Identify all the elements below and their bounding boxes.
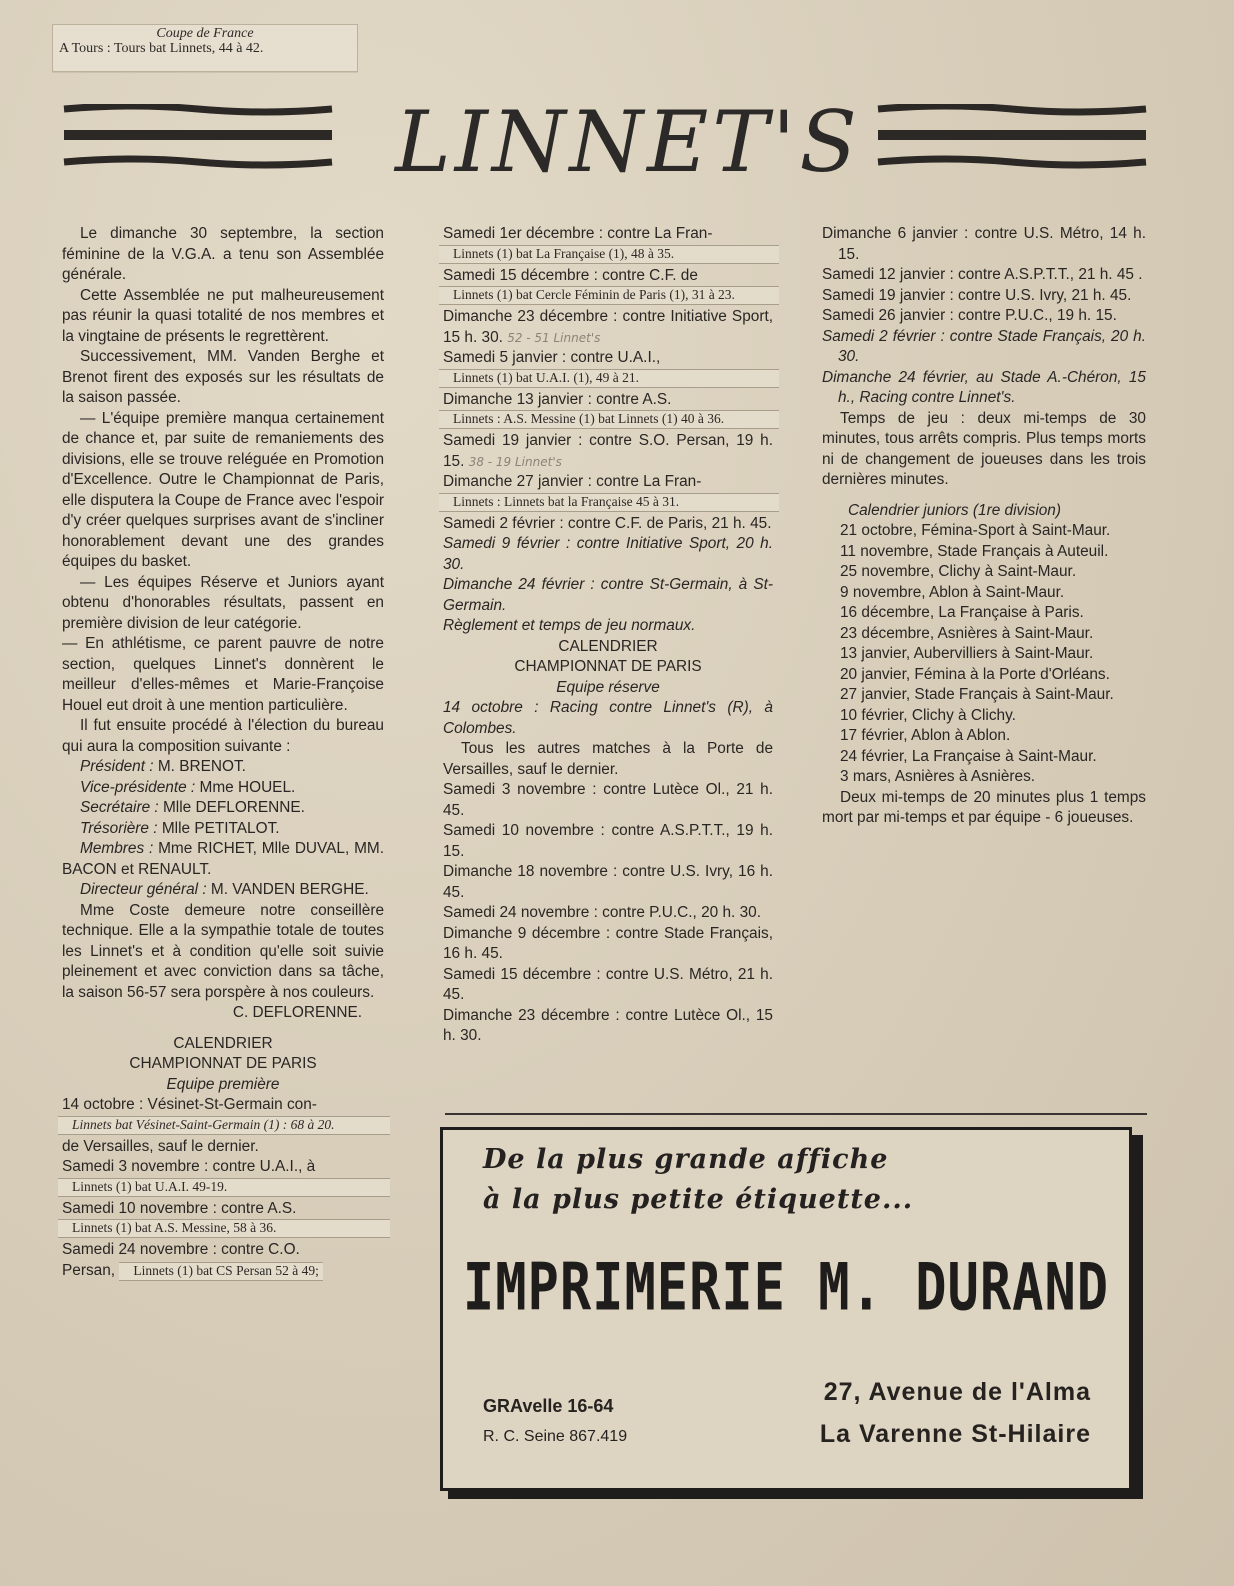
fixture-line: Dimanche 13 janvier : contre A.S. <box>443 390 672 408</box>
fixture-text: Persan, <box>62 1261 116 1279</box>
junior-fixture: 24 février, La Française à Saint-Maur. <box>840 747 1097 765</box>
calendar-subheading: CHAMPIONNAT DE PARIS <box>514 658 702 675</box>
fixture-text: Dimanche 23 décembre : contre Initiative Sport, 15 h. 30. <box>443 308 773 346</box>
result-text: Linnets (1) bat CS Persan 52 à 49; <box>133 1262 319 1278</box>
right-stripes-ornament <box>876 104 1148 174</box>
bureau-role: Secrétaire : <box>80 799 159 816</box>
fixture-line: Samedi 19 janvier : contre U.S. Ivry, 21 h. 45. <box>822 286 1132 304</box>
clipping-text: A Tours : Tours bat Linnets, 44 à 42. <box>59 41 264 56</box>
result-clipping <box>58 1219 390 1238</box>
junior-fixture: 16 décembre, La Française à Paris. <box>840 604 1084 621</box>
junior-fixture: 20 janvier, Fémina à la Porte d'Orléans. <box>840 665 1110 683</box>
bureau-vice-president <box>62 778 384 799</box>
junior-fixture: 11 novembre, Stade Français à Auteuil. <box>840 542 1109 560</box>
fixture-line: Samedi 15 décembre : contre U.S. Métro, 21 h. 45. <box>443 965 773 1003</box>
result-text: Linnets : A.S. Messine (1) bat Linnets (1) 40 à 36. <box>453 411 725 426</box>
result-clipping <box>439 493 779 512</box>
fixture-line: Samedi 1er décembre : contre La Fran- <box>443 225 713 242</box>
bureau-member: Mme RICHET, Mlle DUVAL, MM. BACON et RENAULT. <box>62 840 385 878</box>
bureau-member: Mme HOUEL. <box>199 778 296 796</box>
junior-fixture: 9 novembre, Ablon à Saint-Maur. <box>840 583 1065 601</box>
fixture-line: 14 octobre : Racing contre Linnet's (R), à Colombes. <box>443 699 773 737</box>
fixture-line: Dimanche 18 novembre : contre U.S. Ivry, 16 h. 45. <box>443 863 773 901</box>
ad-address-town: La Varenne St-Hilaire <box>819 1420 1091 1448</box>
rules-note: Deux mi-temps de 20 minutes plus 1 temps mort par mi-temps et par équipe - 6 joueuses. <box>822 788 1146 826</box>
fixture-line: Samedi 5 janvier : contre U.A.I., <box>443 349 661 366</box>
fixture-line: Samedi 9 février : contre Initiative Sport, 20 h. 30. <box>443 535 773 573</box>
clipping-heading: Coupe de France <box>156 26 254 41</box>
bureau-role: Directeur général : <box>80 881 207 898</box>
bureau-director <box>62 880 384 901</box>
calendar-team: Equipe première <box>166 1075 280 1093</box>
article-paragraph: Successivement, MM. Vanden Berghe et Brenot firent des exposés sur les résultats de la saison passée. <box>62 348 384 406</box>
fixture-line: Samedi 24 novembre : contre C.O. <box>62 1241 300 1258</box>
result-clipping <box>439 245 779 264</box>
result-clipping <box>439 369 779 388</box>
fixture-line: Samedi 3 novembre : contre Lutèce Ol., 21 h. 45. <box>443 781 773 819</box>
calendar-heading: CALENDRIER <box>173 1034 273 1052</box>
bureau-role: Trésorière : <box>80 819 158 837</box>
fixture-line: 14 octobre : Vésinet-St-Germain con- <box>62 1096 317 1113</box>
fixture-line: Samedi 26 janvier : contre P.U.C., 19 h. 15. <box>822 307 1117 324</box>
middle-column <box>443 224 773 1047</box>
ad-phone: GRAvelle 16-64 <box>483 1396 614 1416</box>
fixture-line <box>443 431 773 472</box>
fixture-line: Samedi 10 novembre : contre A.S. <box>62 1199 297 1217</box>
bureau-secretary <box>62 798 384 819</box>
junior-fixture: 23 décembre, Asnières à Saint-Maur. <box>840 624 1094 642</box>
junior-fixture: 21 octobre, Fémina-Sport à Saint-Maur. <box>840 522 1111 539</box>
printer-advertisement <box>440 1127 1132 1491</box>
result-text: Linnets (1) bat U.A.I. (1), 49 à 21. <box>453 369 639 385</box>
article-paragraph: Il fut ensuite procédé à l'élection du bureau qui aura la composition suivante : <box>62 717 384 755</box>
bureau-role: Membres : <box>80 840 154 857</box>
bureau-role: Vice-présidente : <box>80 778 196 796</box>
article-paragraph: Le dimanche 30 septembre, la section féminine de la V.G.A. a tenu son Assemblée générale. <box>62 225 384 283</box>
right-column <box>822 224 1146 829</box>
result-clipping <box>58 1178 390 1197</box>
rules-note: Règlement et temps de jeu normaux. <box>443 617 696 634</box>
fixture-line: Samedi 24 novembre : contre P.U.C., 20 h. 30. <box>443 904 761 921</box>
result-clipping <box>119 1262 323 1281</box>
fixture-line: Dimanche 23 décembre : contre Lutèce Ol., 15 h. 30. <box>443 1006 773 1044</box>
fixture-line <box>62 1261 384 1282</box>
bureau-member: M. VANDEN BERGHE. <box>210 881 369 898</box>
junior-fixture: 25 novembre, Clichy à Saint-Maur. <box>840 563 1077 580</box>
result-text: Linnets (1) bat U.A.I. 49-19. <box>72 1178 228 1194</box>
calendar-heading: CALENDRIER <box>558 637 658 655</box>
article-paragraph: Cette Assemblée ne put malheureusement pas réunir la quasi totalité de nos membres et la vingtaine de présents le regrettèrent. <box>62 286 384 345</box>
fixture-line: Samedi 12 janvier : contre A.S.P.T.T., 21 h. 45 . <box>822 266 1143 283</box>
bureau-members <box>62 839 384 880</box>
fixture-line: Samedi 15 décembre : contre C.F. de <box>443 266 698 284</box>
fixture-line: Dimanche 24 février : contre St-Germain, à St-Germain. <box>443 576 773 614</box>
article-paragraph: — Les équipes Réserve et Juniors ayant obtenu d'honorables résultats, passent en première division de leur catégorie. <box>62 573 384 632</box>
fixture-line: Samedi 2 février : contre Stade Français, 20 h. 30. <box>822 327 1146 365</box>
ad-registry: R. C. Seine 867.419 <box>483 1428 628 1445</box>
article-closing: Mme Coste demeure notre conseillère technique. Elle a la sympathie totale de toutes les Linnet's et à condition qu'elle soit suivie pleinement et avec conviction dans sa tâche, la saison 56-57 sera porspère à nos couleurs. <box>62 901 384 1001</box>
pencil-annotation: 38 - 19 Linnet's <box>468 454 562 469</box>
result-clipping <box>439 286 779 305</box>
calendar-subheading: CHAMPIONNAT DE PARIS <box>129 1055 317 1072</box>
junior-fixture: 13 janvier, Aubervilliers à Saint-Maur. <box>840 645 1094 662</box>
junior-fixture: 10 février, Clichy à Clichy. <box>840 706 1016 724</box>
junior-fixture: 27 janvier, Stade Français à Saint-Maur. <box>840 686 1114 703</box>
left-column <box>62 224 384 1281</box>
bureau-president <box>62 757 384 778</box>
bureau-member: Mlle PETITALOT. <box>161 819 280 837</box>
bureau-treasurer <box>62 819 384 840</box>
calendar-team: Equipe réserve <box>556 678 660 696</box>
top-clipping <box>52 24 358 72</box>
article-paragraph: — L'équipe première manqua certainement de chance et, par suite de remaniements des divisions, elle se trouve reléguée en Promotion d'Excellence. Outre le Championnat de Paris, elle disputera la Coupe de France avec l'espoir d'y créer quelques surprises avant de s'incliner honorablement devant une des grandes équipes du basket. <box>62 409 384 570</box>
fixture-line: Dimanche 24 février, au Stade A.-Chéron, 15 h., Racing contre Linnet's. <box>822 368 1146 406</box>
bureau-member: Mlle DEFLORENNE. <box>162 799 305 816</box>
result-clipping <box>58 1116 390 1135</box>
result-clipping <box>439 410 779 429</box>
result-text: Linnets (1) bat A.S. Messine, 58 à 36. <box>72 1220 277 1235</box>
bureau-member: M. BRENOT. <box>157 758 246 775</box>
ad-slogan-line: De la plus grande affiche <box>483 1144 889 1175</box>
masthead-title: LINNET'S <box>395 93 861 191</box>
fixture-line <box>443 307 773 348</box>
juniors-heading: Calendrier juniors (1re division) <box>848 501 1061 519</box>
ad-slogan-line: à la plus petite étiquette... <box>483 1184 914 1215</box>
result-text: Linnets : Linnets bat la Française 45 à 31. <box>453 493 680 509</box>
fixture-line: de Versailles, sauf le dernier. <box>62 1137 259 1155</box>
result-text: Linnets (1) bat Cercle Féminin de Paris (1), 31 à 23. <box>453 287 735 302</box>
fixture-line: Samedi 10 novembre : contre A.S.P.T.T., 19 h. 15. <box>443 822 773 860</box>
article-paragraph: — En athlétisme, ce parent pauvre de notre section, quelques Linnet's donnèrent le meilleur d'elles-mêmes et Marie-Françoise Houel eut droit à une mention particulière. <box>62 635 384 714</box>
ad-company-name: IMPRIMERIE M. DURAND <box>462 1250 1110 1326</box>
fixture-line: Samedi 2 février : contre C.F. de Paris, 21 h. 45. <box>443 514 772 532</box>
bureau-role: Président : <box>80 758 154 775</box>
result-text: Linnets bat Vésinet-Saint-Germain (1) : 68 à 20. <box>72 1116 335 1132</box>
fixture-line: Tous les autres matches à la Porte de Versailles, sauf le dernier. <box>443 740 773 778</box>
left-stripes-ornament <box>62 104 334 174</box>
junior-fixture: 17 février, Ablon à Ablon. <box>840 727 1011 744</box>
fixture-line: Dimanche 27 janvier : contre La Fran- <box>443 473 702 490</box>
ad-address-street: 27, Avenue de l'Alma <box>823 1378 1091 1406</box>
fixture-line: Dimanche 9 décembre : contre Stade Français, 16 h. 45. <box>443 924 773 962</box>
junior-fixture: 3 mars, Asnières à Asnières. <box>840 768 1036 785</box>
fixture-line: Samedi 3 novembre : contre U.A.I., à <box>62 1158 316 1175</box>
fixture-text: Samedi 19 janvier : contre S.O. Persan, 19 h. 15. <box>443 432 773 470</box>
rules-note: Temps de jeu : deux mi-temps de 30 minutes, tous arrêts compris. Plus temps morts ni de changement de joueuses dans les trois dernières minutes. <box>822 409 1146 488</box>
section-divider <box>445 1113 1147 1115</box>
fixture-line: Dimanche 6 janvier : contre U.S. Métro, 14 h. 15. <box>822 225 1146 263</box>
result-text: Linnets (1) bat La Française (1), 48 à 35. <box>453 245 675 261</box>
pencil-annotation: 52 - 51 Linnet's <box>507 330 601 345</box>
article-signature: C. DEFLORENNE. <box>232 1004 362 1021</box>
